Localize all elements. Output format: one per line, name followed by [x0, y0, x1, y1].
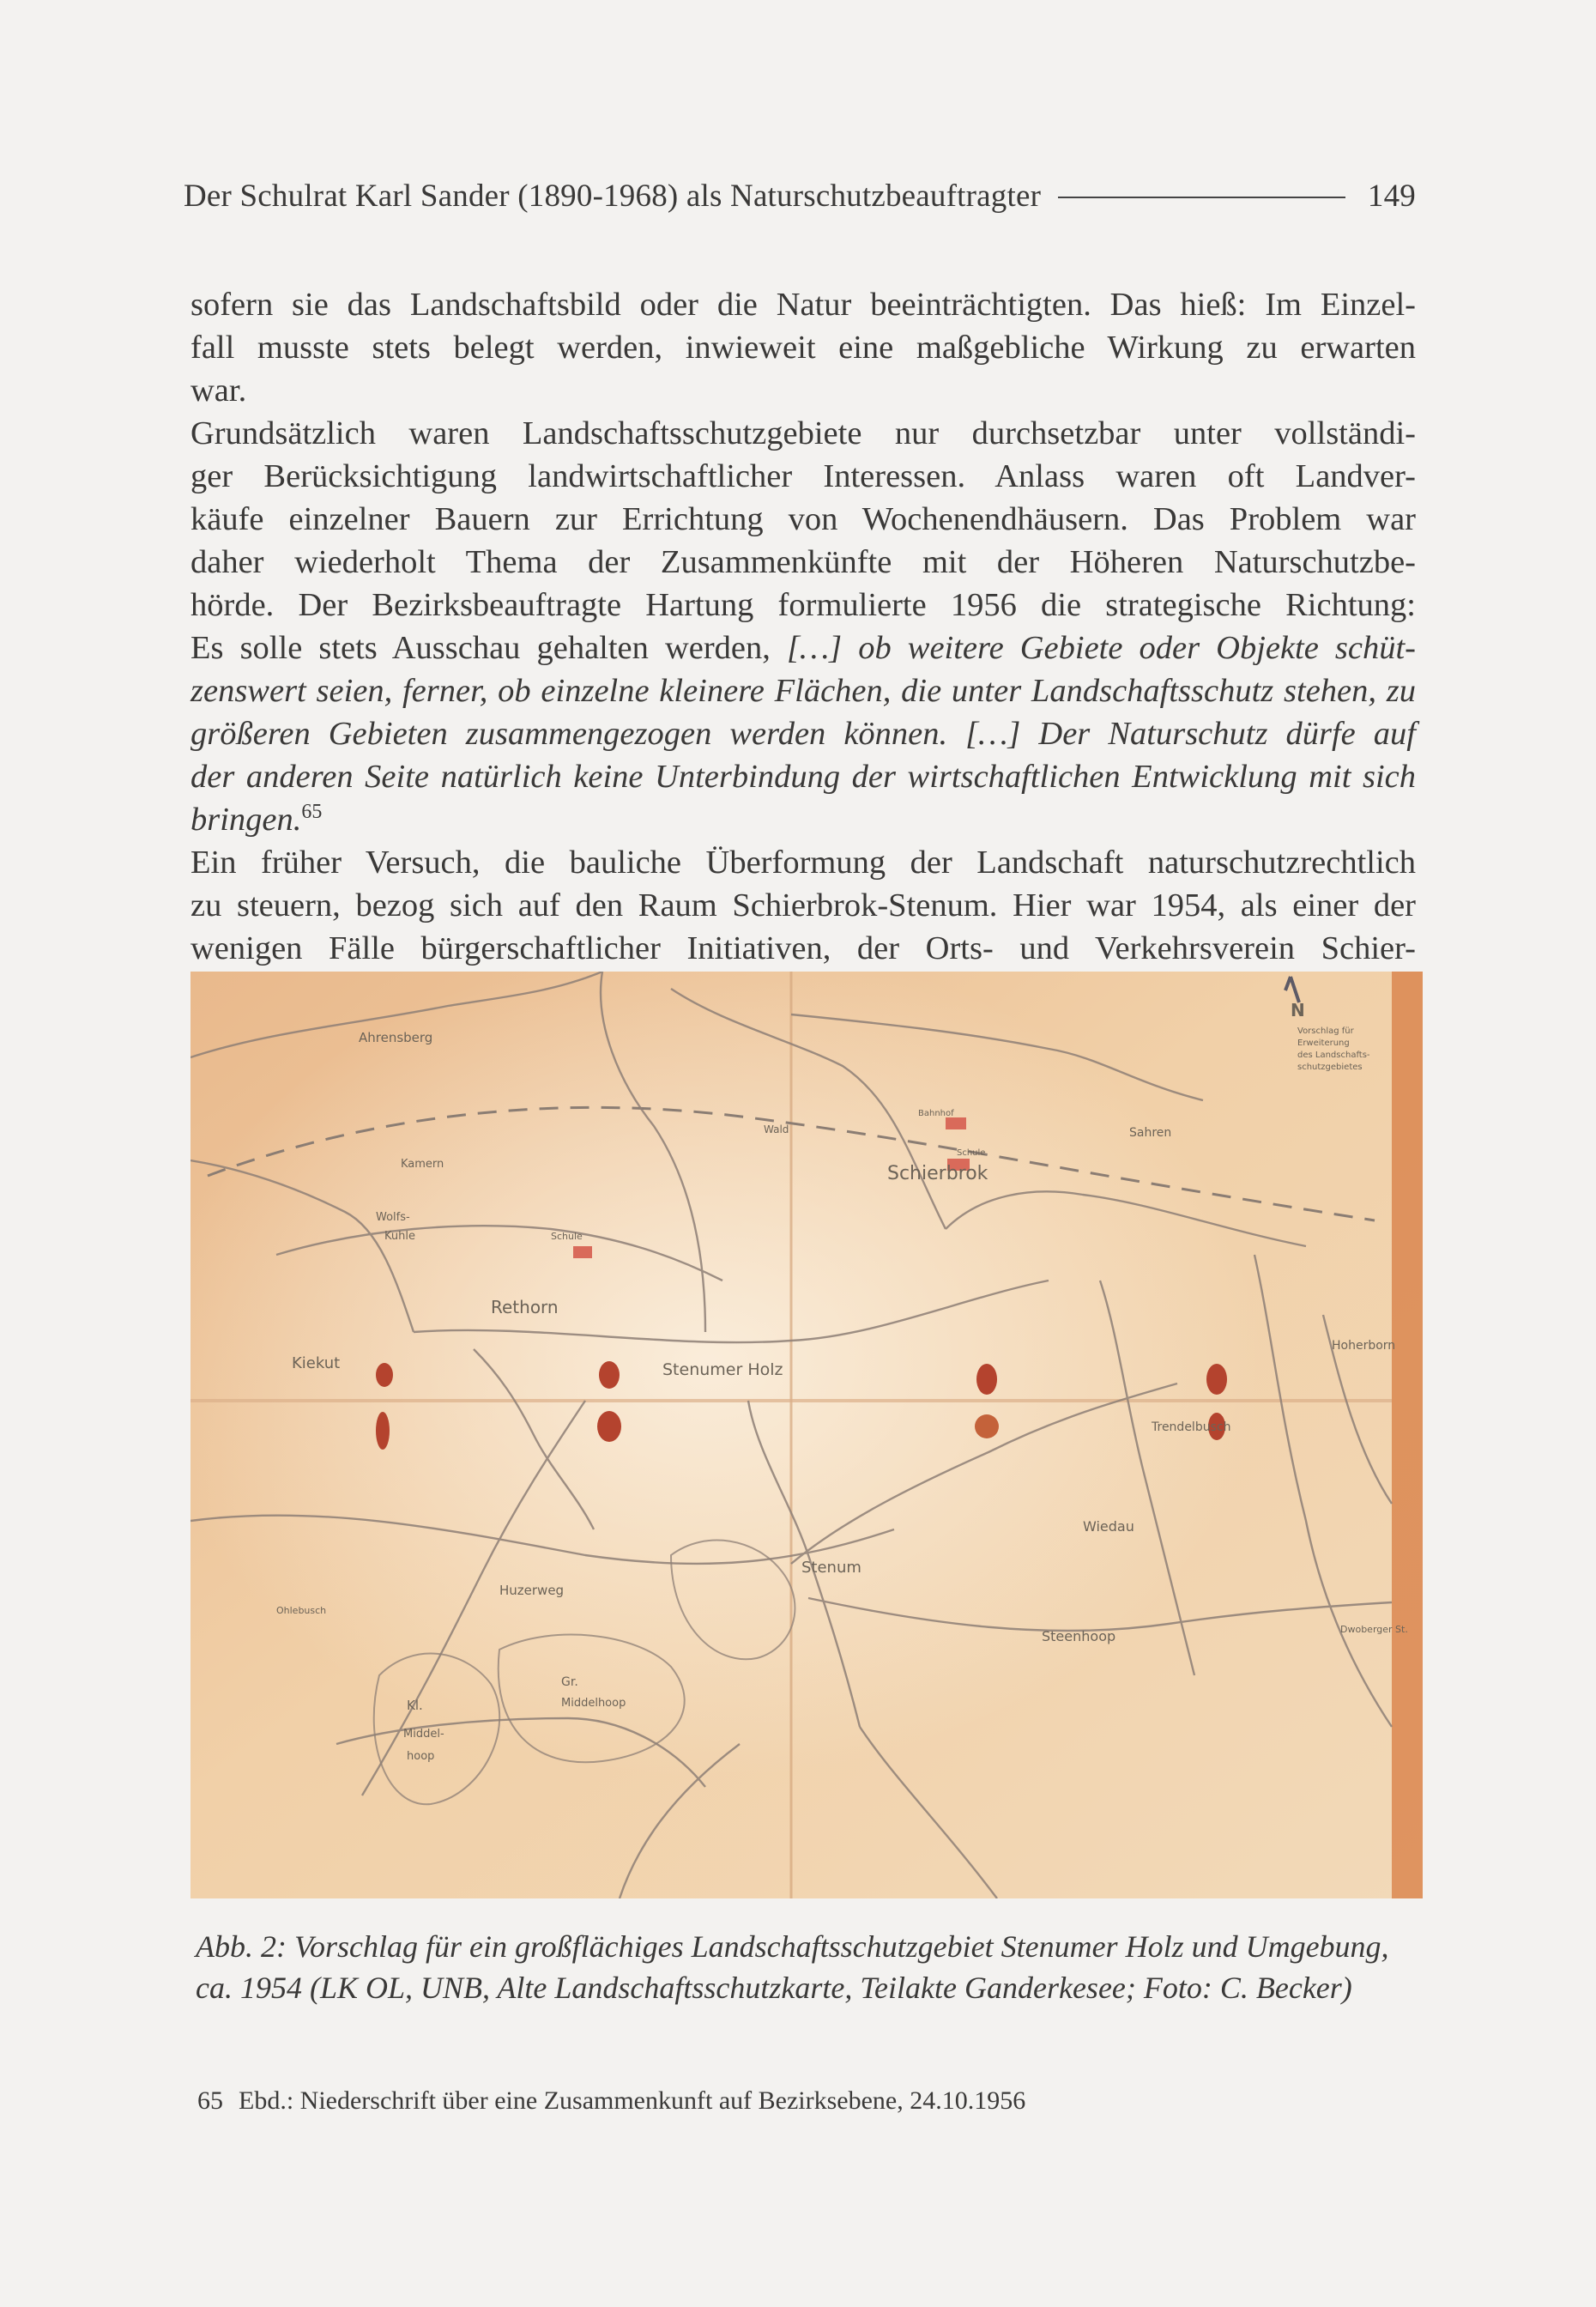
map-label: Stenum: [801, 1559, 861, 1577]
map-image: [190, 972, 1423, 1898]
page-number: 149: [1367, 178, 1416, 214]
legend-text: Erweiterung: [1297, 1038, 1350, 1048]
map-figure: [190, 972, 1423, 1898]
map-label: Wolfs-: [376, 1211, 410, 1224]
map-glare: [190, 972, 1423, 1898]
footnote: [197, 2084, 1399, 2118]
figure-caption: [196, 1926, 1421, 2008]
map-label: Dwoberger St.: [1340, 1624, 1408, 1635]
text-line: hörde. Der Bezirksbeauftragte Hartung formulierte 1956 die strategische Richtung:: [190, 587, 1416, 623]
pin-hole: [597, 1411, 621, 1442]
legend-text: schutzgebietes: [1297, 1063, 1363, 1072]
map-label: Sahren: [1129, 1126, 1172, 1140]
map-label: Kamern: [401, 1158, 444, 1171]
text-line: zu steuern, bezog sich auf den Raum Schierbrok-Stenum. Hier war 1954, als einer der: [190, 887, 1416, 923]
map-label: Hoherborn: [1332, 1339, 1396, 1353]
text-line: daher wiederholt Thema der Zusammenkünfte mit der Höheren Naturschutzbe-: [190, 544, 1416, 580]
text-line: wenigen Fälle bürgerschaftlicher Initiativen, der Orts- und Verkehrsverein Schier-: [190, 930, 1416, 966]
pin-hole: [376, 1363, 393, 1387]
map-label: Kuhle: [384, 1230, 415, 1243]
pin-hole: [376, 1412, 390, 1450]
running-head-rule: [1058, 197, 1345, 198]
station-marker: [946, 1117, 966, 1129]
map-label: Middelhoop: [561, 1697, 626, 1710]
school-marker: [573, 1246, 592, 1258]
map-label: Stenumer Holz: [662, 1360, 783, 1379]
running-head-title: Der Schulrat Karl Sander (1890-1968) als Naturschutzbeauftragter: [184, 178, 1042, 214]
quote-start: […] ob weitere Gebiete oder Objekte schüt-: [786, 630, 1416, 666]
map-label: Schule: [957, 1148, 986, 1158]
pin-hole: [1206, 1364, 1227, 1395]
quote-end-line: [190, 798, 1416, 841]
body-text: [190, 283, 1416, 970]
map-label: Huzerweg: [499, 1583, 565, 1598]
map-label: Ahrensberg: [359, 1030, 433, 1045]
text-line: käufe einzelner Bauern zur Errichtung von Wochenendhäusern. Das Problem war: [190, 501, 1416, 537]
pin-hole: [976, 1364, 997, 1395]
running-head: [184, 172, 1416, 220]
quote-line: zenswert seien, ferner, ob einzelne kleinere Flächen, die unter Landschaftsschutz stehen, zu: [190, 673, 1416, 709]
quote-end: bringen.: [190, 802, 302, 838]
text-line: Ein früher Versuch, die bauliche Überformung der Landschaft naturschutzrechtlich: [190, 845, 1416, 881]
map-label: hoop: [407, 1750, 435, 1763]
map-label: Rethorn: [491, 1297, 559, 1317]
paragraph-3: [190, 841, 1416, 970]
text-line: sofern sie das Landschaftsbild oder die Natur beeinträchtigten. Das hieß: Im Einzel-: [190, 287, 1416, 323]
footnote-reference[interactable]: 65: [301, 801, 323, 823]
map-label: Wald: [764, 1123, 789, 1135]
map-label: Schule: [551, 1231, 583, 1242]
map-label: Middel-: [403, 1728, 444, 1741]
text-line: fall musste stets belegt werden, inwieweit eine maßgebliche Wirkung zu erwarten: [190, 330, 1416, 366]
map-label: Kiekut: [292, 1354, 341, 1372]
quote-line: größeren Gebieten zusammengezogen werden können. […] Der Naturschutz dürfe auf: [190, 716, 1416, 752]
paragraph-2: [190, 412, 1416, 841]
paragraph-1: [190, 283, 1416, 412]
quote-start-line: [190, 627, 1416, 669]
map-label: Ohlebusch: [276, 1605, 327, 1616]
map-label: Steenhoop: [1042, 1628, 1116, 1644]
pin-hole: [975, 1414, 999, 1438]
map-label: Kl.: [407, 1698, 423, 1713]
map-label: Schierbrok: [887, 1163, 988, 1184]
caption-line: ca. 1954 (LK OL, UNB, Alte Landschaftsschutzkarte, Teilakte Ganderkesee; Foto: C. Becker): [196, 1971, 1352, 2005]
footnote-text: Ebd.: Niederschrift über eine Zusammenkunft auf Bezirksebene, 24.10.1956: [239, 2086, 1026, 2115]
map-label: Trendelbusch: [1152, 1420, 1231, 1434]
caption-line: Abb. 2: Vorschlag für ein großflächiges Landschaftsschutzgebiet Stenumer Holz und Umgebung,: [196, 1929, 1389, 1964]
quote-lead: Es solle stets Ausschau gehalten werden,: [190, 630, 787, 666]
map-label: Bahnhof: [918, 1109, 954, 1118]
quote-line: der anderen Seite natürlich keine Unterbindung der wirtschaftlichen Entwicklung mit sich: [190, 759, 1416, 795]
north-label: N: [1291, 1000, 1305, 1020]
map-label: Wiedau: [1083, 1518, 1134, 1535]
map-edge: [1392, 972, 1423, 1898]
legend-text: des Landschafts-: [1297, 1051, 1370, 1060]
legend-text: Vorschlag für: [1297, 1026, 1354, 1036]
map-label: Gr.: [561, 1675, 578, 1689]
text-line: war.: [190, 372, 247, 409]
footnote-number: 65: [197, 2086, 223, 2115]
pin-hole: [599, 1361, 620, 1389]
text-line: ger Berücksichtigung landwirtschaftlicher Interessen. Anlass waren oft Landver-: [190, 458, 1416, 494]
text-line: Grundsätzlich waren Landschaftsschutzgebiete nur durchsetzbar unter vollständi-: [190, 415, 1416, 451]
